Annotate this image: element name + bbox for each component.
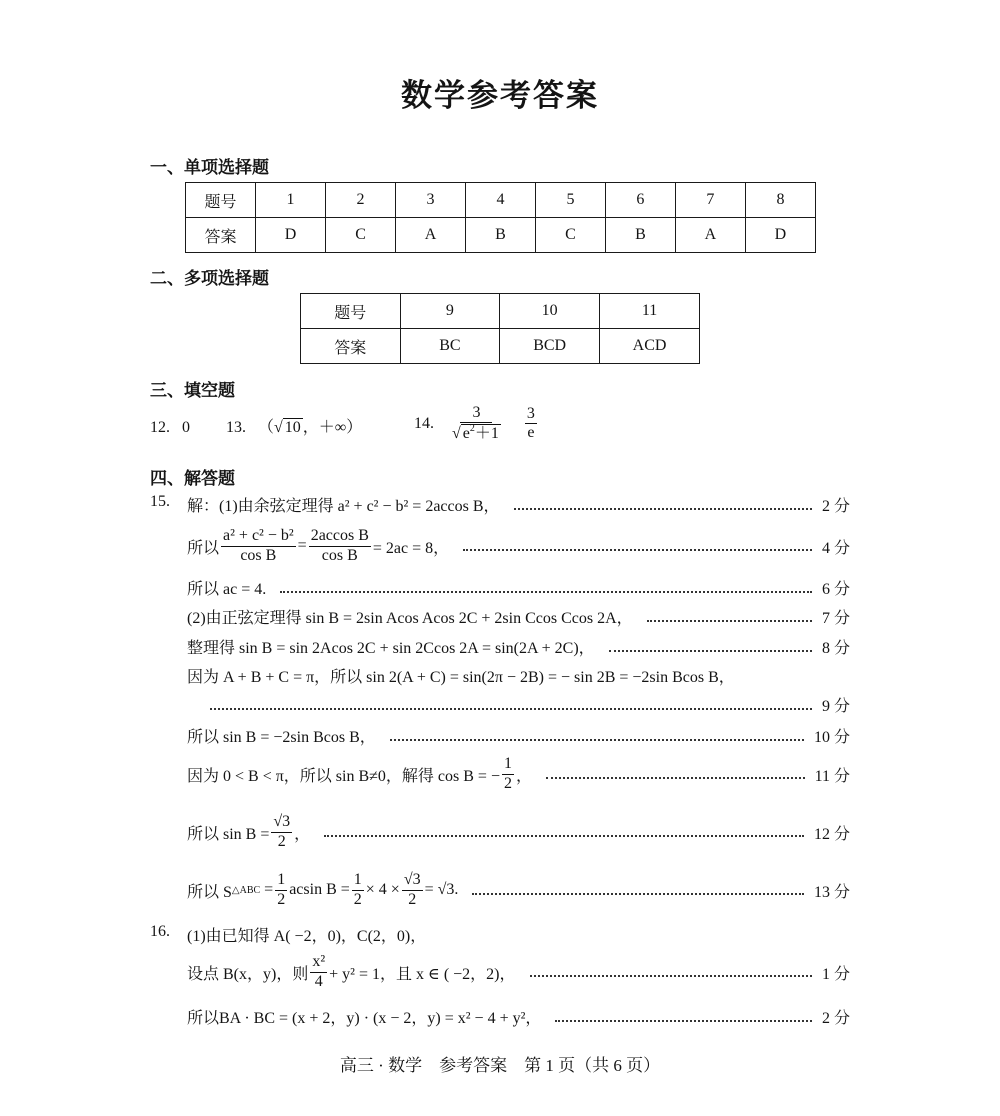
table-cell: D — [745, 218, 815, 253]
table-cell: 2 — [326, 183, 396, 218]
q13-answer-open: （ — [258, 419, 275, 436]
solution-line: 所以 $\frac{\text{a² + c² − b²}}{\text{cos B}}$ = $\frac{\text{2accos B}}{\text{cos B}}$ = 2ac = 8， 4 分 — [187, 527, 850, 564]
table-cell: 1 — [256, 183, 326, 218]
score-label: 1 分 — [821, 965, 850, 983]
score-label: 6 分 — [821, 581, 850, 598]
solution-line: 所以 sin B = $\frac{√3}{2}$ ， 12 分 — [187, 813, 850, 850]
denominator-rest: ＋1 — [474, 425, 499, 443]
table-cell: 6 — [605, 183, 675, 218]
table-row — [301, 294, 700, 329]
section-heading-multi-choice: 二、多项选择题 — [150, 269, 269, 289]
q14-answers — [414, 404, 539, 444]
score-label: 2 分 — [821, 1010, 850, 1027]
fraction: $\frac{1}{2}$ — [277, 871, 286, 908]
score-label: 7 分 — [821, 610, 850, 627]
multi-choice-answer-table — [300, 293, 700, 364]
q14-fraction-1 — [450, 404, 503, 444]
fraction: $\frac{\text{x²}}{4}$ — [312, 953, 326, 990]
score-label: 4 分 — [821, 539, 850, 557]
solution-line: (2)由正弦定理得 sin B = 2sin Acos Acos 2C + 2sin Ccos Ccos 2A， 7 分 — [187, 605, 850, 628]
section-heading-single-choice: 一、单项选择题 — [150, 158, 269, 178]
fill-blank-answers — [150, 414, 362, 437]
single-choice-answer-table — [185, 182, 816, 253]
q12-label: 12. — [150, 419, 170, 436]
fraction: $\frac{1}{2}$ — [503, 755, 512, 792]
table-cell: 3 — [396, 183, 466, 218]
score-label: 9 分 — [821, 698, 850, 715]
table-cell: 7 — [675, 183, 745, 218]
fraction: $\frac{1}{2}$ — [353, 871, 362, 908]
solution-line: 因为 A + B + C = π，所以 sin 2(A + C) = sin(2π − 2B) = − sin 2B = −2sin Bcos B， — [187, 669, 735, 686]
table-cell: 5 — [535, 183, 605, 218]
solution-line: 设点 B(x，y)，则 $\frac{\text{x²}}{4}$ + y² = 1，且 x ∈ ( −2，2)， 1 分 — [187, 953, 850, 990]
table-cell: A — [396, 218, 466, 253]
table-cell: 11 — [600, 294, 700, 329]
table-cell: 9 — [400, 294, 500, 329]
fraction-denominator: e — [527, 424, 535, 442]
table-cell: BCD — [500, 329, 600, 364]
table-cell: A — [675, 218, 745, 253]
q16-label: 16. — [150, 923, 170, 940]
table-cell: 题号 — [186, 183, 256, 218]
table-cell: ACD — [600, 329, 700, 364]
score-label: 8 分 — [821, 640, 850, 657]
score-label: 11 分 — [814, 767, 850, 785]
solution-line: 所以 ac = 4. 6 分 — [187, 576, 850, 599]
solution-line: 整理得 sin B = sin 2Acos 2C + sin 2Ccos 2A = sin(2A + 2C)， 8 分 — [187, 635, 850, 658]
section-heading-solutions: 四、解答题 — [150, 469, 235, 489]
score-label: 13 分 — [813, 883, 850, 901]
fraction: $\frac{\text{a² + c² − b²}}{\text{cos B}}$ — [223, 527, 294, 564]
table-cell: B — [605, 218, 675, 253]
fraction-numerator: 3 — [525, 405, 537, 424]
table-row — [186, 218, 816, 253]
table-row — [186, 183, 816, 218]
fraction-numerator: 3 — [460, 404, 492, 423]
section-heading-fill-blank: 三、填空题 — [150, 381, 235, 401]
exponent: 2 — [469, 423, 475, 435]
page-title: 数学参考答案 — [401, 78, 599, 114]
fraction: $\frac{√3}{2}$ — [403, 871, 421, 908]
solution-line: 所以 sin B = −2sin Bcos B， 10 分 — [187, 724, 850, 747]
table-row — [301, 329, 700, 364]
table-cell: 8 — [745, 183, 815, 218]
solution-line: (1)由已知得 A( −2，0)，C(2，0)， — [187, 928, 427, 945]
table-cell: B — [466, 218, 536, 253]
table-cell: 4 — [466, 183, 536, 218]
table-cell: D — [256, 218, 326, 253]
q15-label: 15. — [150, 493, 170, 510]
table-cell: 10 — [500, 294, 600, 329]
q12-answer: 0 — [182, 419, 190, 436]
q13-label: 13. — [226, 419, 246, 436]
table-cell: 题号 — [301, 294, 401, 329]
fraction: $\frac{\text{2accos B}}{\text{cos B}}$ — [310, 527, 369, 564]
table-cell: 答案 — [301, 329, 401, 364]
score-label: 2 分 — [821, 498, 850, 515]
score-label: 10 分 — [813, 729, 850, 746]
score-label: 12 分 — [813, 825, 850, 843]
table-cell: C — [535, 218, 605, 253]
q13-sqrt-value: 10 — [284, 419, 301, 436]
fraction: $\frac{√3}{2}$ — [273, 813, 291, 850]
fraction-denominator: √ $e^2+1$ — [452, 423, 499, 443]
solution-line: 因为 0 < B < π，所以 sin B≠0，解得 cos B = − $\frac{1}{2}$ ， 11 分 — [187, 755, 850, 792]
q14-label: 14. — [414, 414, 434, 432]
solution-line — [210, 693, 850, 716]
solution-line: 解：(1)由余弦定理得 a² + c² − b² = 2accos B， 2 分 — [187, 493, 850, 516]
solution-line: 所以 S △ABC = $\frac{1}{2}$ acsin B = $\frac{1}{2}$ × 4 × $\frac{√3}{2}$ = √3. 13 分 — [187, 871, 850, 908]
table-cell: BC — [400, 329, 500, 364]
table-cell: 答案 — [186, 218, 256, 253]
q13-answer-rest: ，＋∞） — [302, 419, 363, 436]
page-footer: 高三 · 数学 参考答案 第 1 页（共 6 页） — [339, 1056, 661, 1075]
q14-fraction-2 — [525, 405, 537, 443]
solution-line: 所以BA · BC = (x + 2，y) · (x − 2，y) = x² − 4 + y²， 2 分 — [187, 1005, 850, 1028]
sqrt-sign: √ — [274, 419, 283, 436]
table-cell: C — [326, 218, 396, 253]
